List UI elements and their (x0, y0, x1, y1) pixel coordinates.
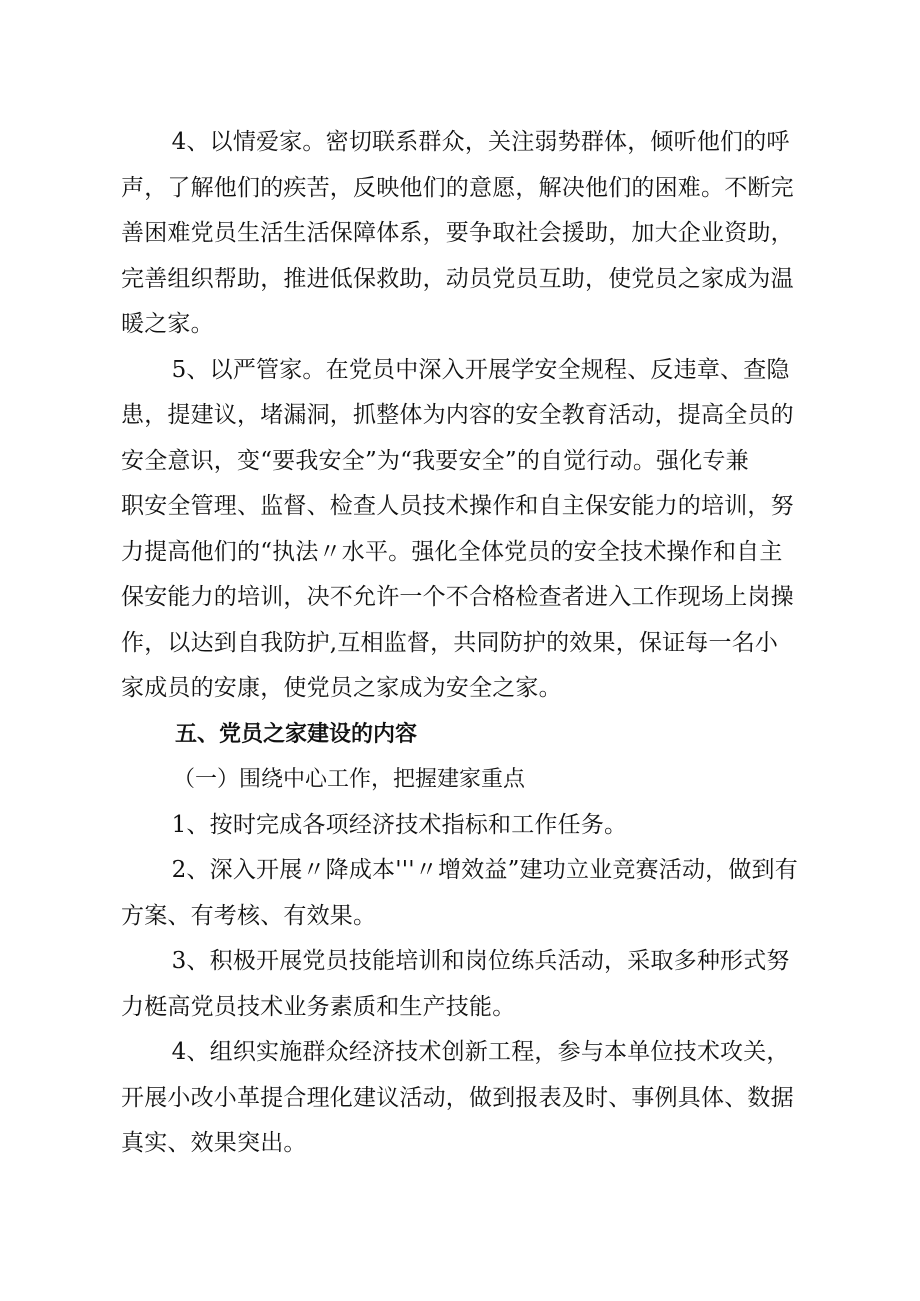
list-item-innovation (121, 1030, 801, 1167)
list-item-targets (121, 803, 801, 849)
text-line: 家成员的安康，使党员之家成为安全之家。 (121, 675, 562, 701)
text-line: 暖之家。 (121, 311, 214, 337)
text-line: 开展小改小革提合理化建议活动，做到报表及时、事例具体、数据 (121, 1084, 794, 1111)
text-line: 保安能力的培训，决不允许一个不合格检查者进入工作现场上岗操 (121, 584, 794, 610)
text-line: 患，提建议，堵漏洞，抓整体为内容的安全教育活动，提高全员的 (121, 402, 794, 428)
text-line: 方案、有考核、有效果。 (121, 902, 377, 929)
text-line: 4、组织实施群众经济技术创新工程，参与本单位技术攻关， (171, 1039, 790, 1065)
text-line: 职安全管理、监督、检查人员技术操作和自主保安能力的培训，努 (121, 493, 794, 519)
section-heading: 五、党员之家建设的内容 (175, 721, 418, 747)
paragraph-love-home (121, 120, 801, 348)
text-line: 2、深入开展〃降成本'''〃增效益”建功立业竞赛活动，做到有 (171, 857, 798, 883)
text-line: 安全意识，变“要我安全”为“我要安全”的自觉行动。强化专兼 (121, 447, 749, 474)
text-line: 完善组织帮助，推进低保救助，动员党员互助，使党员之家成为温 (121, 265, 794, 292)
text-line: 5、以严管家。在党员中深入开展学安全规程、反违章、查隐 (171, 356, 790, 383)
text-line: 1、按时完成各项经济技术指标和工作任务。 (171, 811, 628, 838)
text-line: 作，以达到自我防护,互相监督，共同防护的效果，保证每一名小 (121, 629, 779, 656)
text-line: 力提高他们的“执法〃水平。强化全体党员的安全技术操作和自主 (121, 538, 783, 565)
text-line: 4、以情爱家。密切联系群众，关注弱势群体，倾听他们的呼 (171, 129, 790, 155)
text-line: 声，了解他们的疾苦，反映他们的意愿，解决他们的困难。不断完 (121, 174, 794, 201)
subsection-heading: （一）围绕中心工作，把握建家重点 (173, 767, 526, 792)
document-body (121, 120, 801, 1167)
text-line: 力梃高党员技术业务素质和生产技能。 (121, 993, 516, 1020)
text-line: 真实、效果突出。 (121, 1130, 307, 1156)
text-line: 善困难党员生活生活保障体系，要争取社会援助，加大企业资助， (121, 220, 794, 246)
paragraph-strict-management (121, 348, 801, 712)
list-item-training (121, 939, 801, 1030)
list-item-competition (121, 848, 801, 939)
text-line: 3、积极开展党员技能培训和岗位练兵活动，采取多种形式努 (171, 948, 790, 974)
